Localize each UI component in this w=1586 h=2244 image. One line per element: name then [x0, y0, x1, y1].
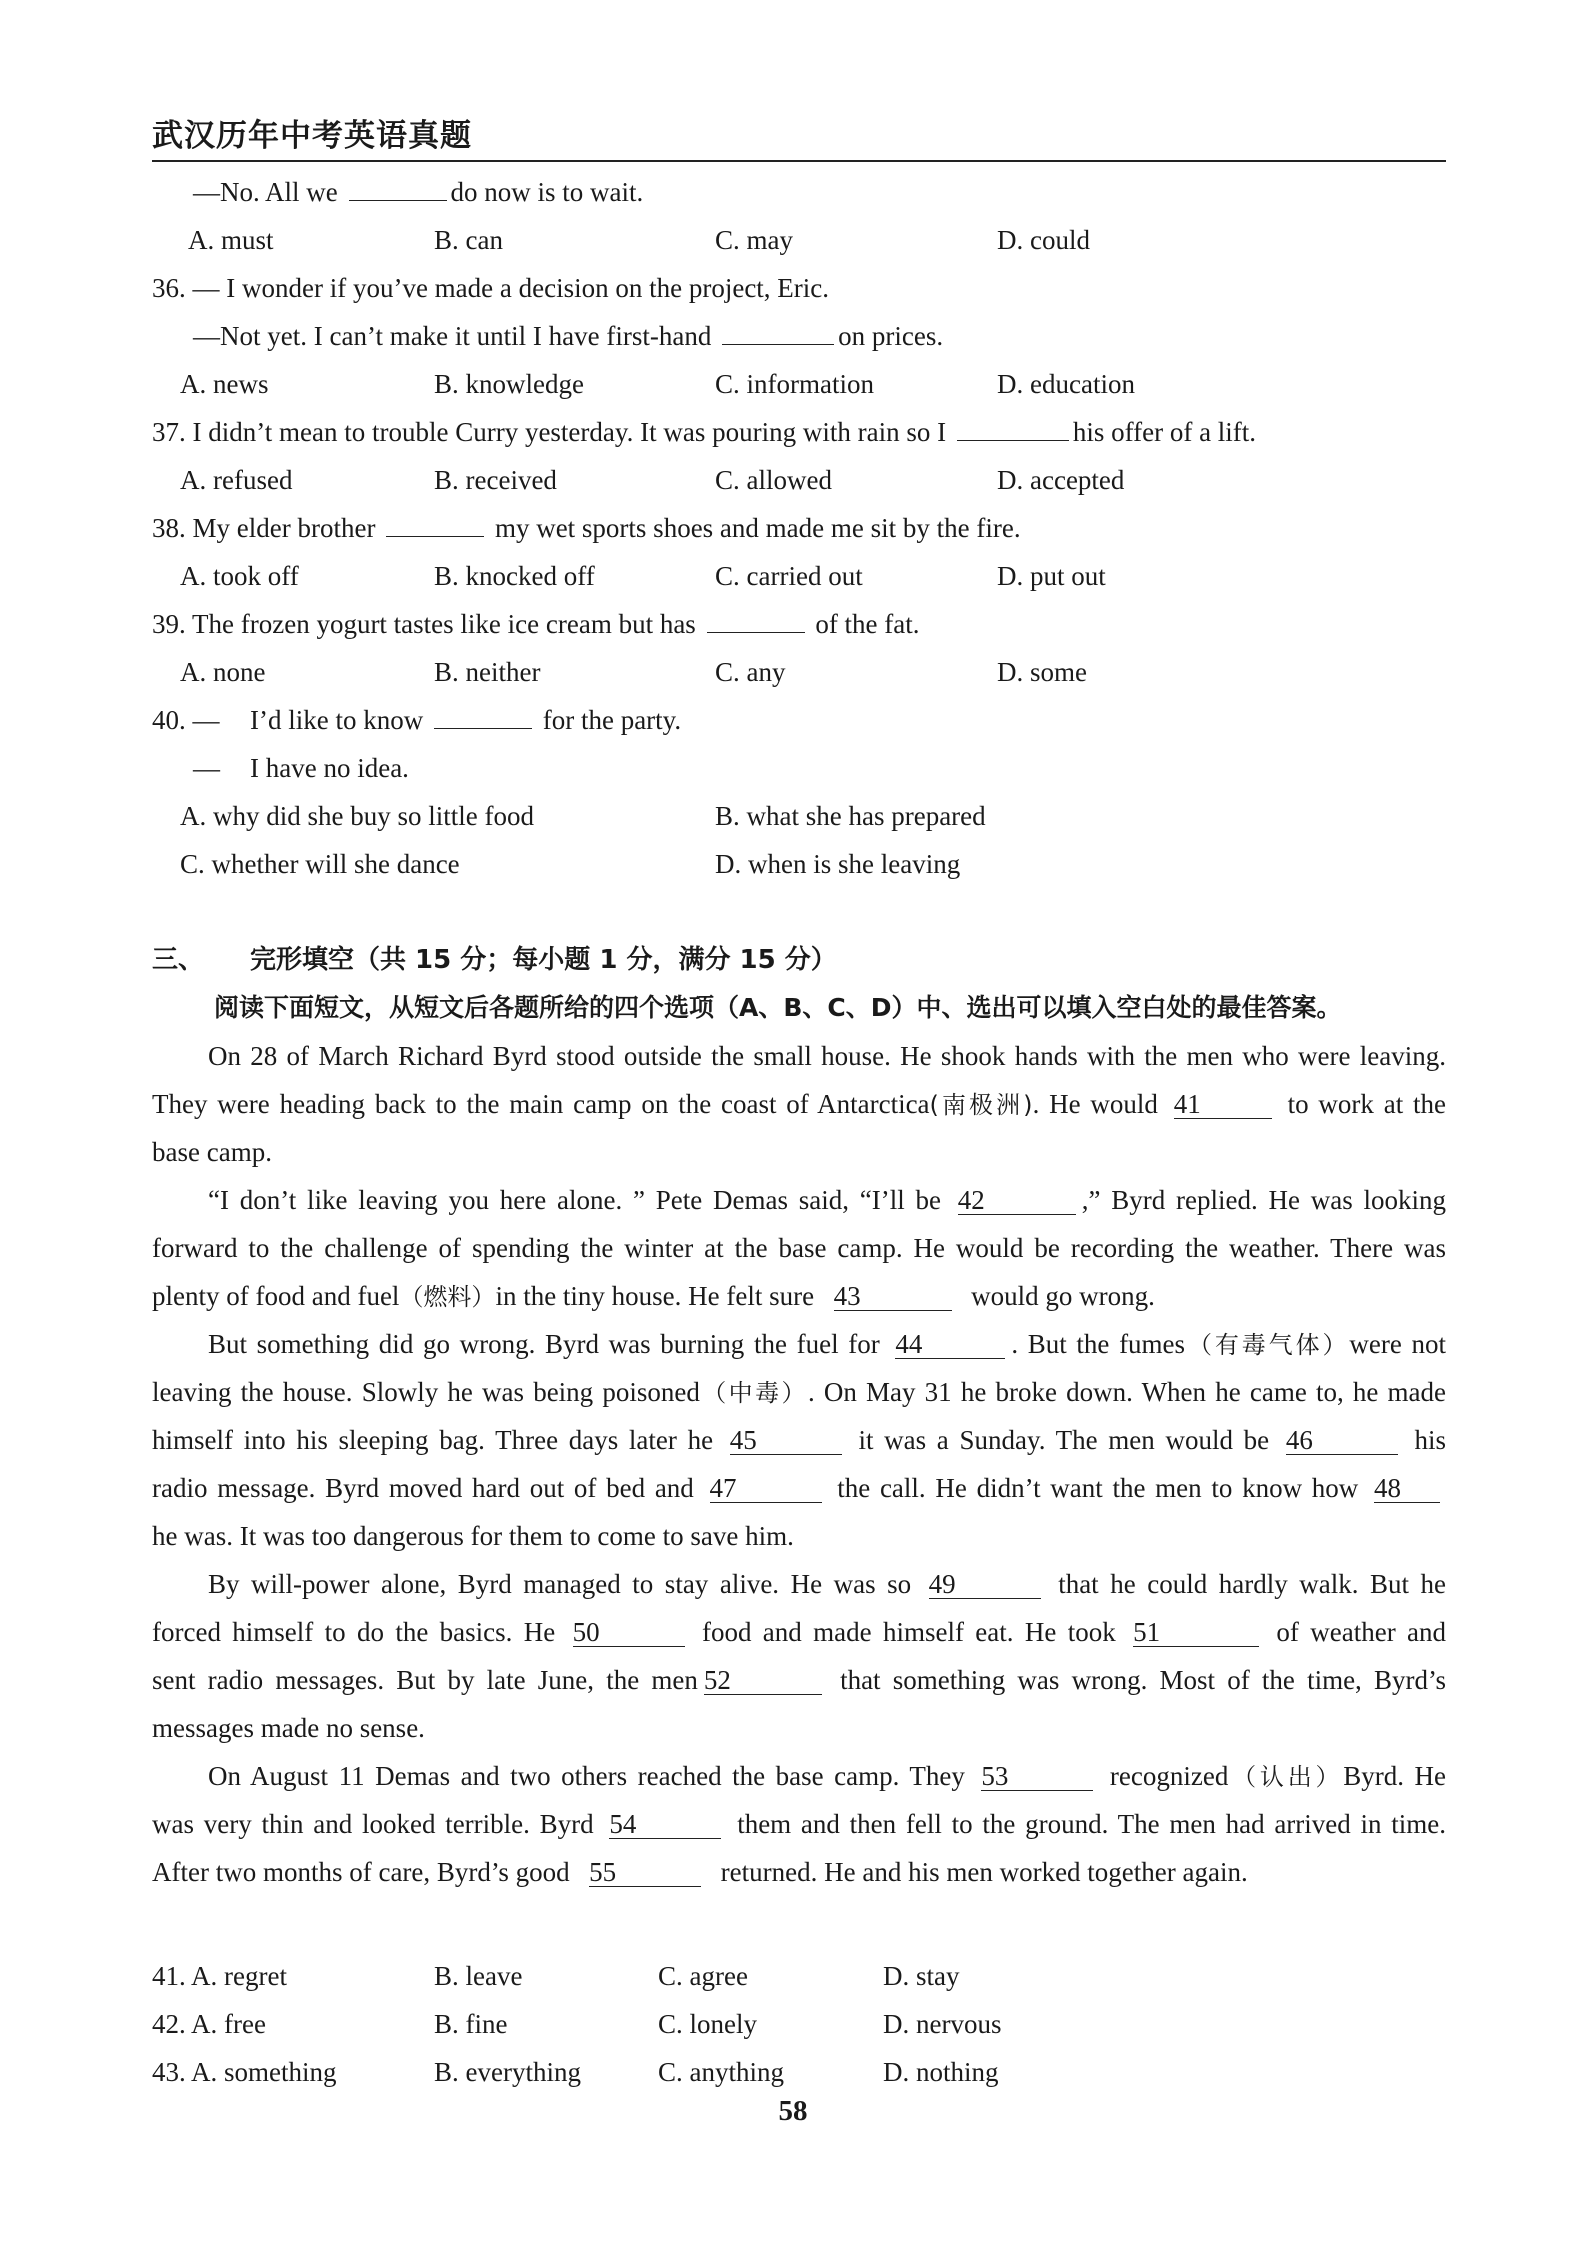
q38-option-a: A. took off — [180, 561, 299, 591]
cloze-blank-43: 43 — [834, 1282, 952, 1311]
q36-reply: —Not yet. I can’t make it until I have first-hand on prices. — [193, 321, 944, 351]
q40-option-b: B. what she has prepared — [715, 801, 986, 831]
cloze-option-41-b: B. leave — [434, 1961, 523, 1991]
q39-option-a: A. none — [180, 657, 266, 687]
cloze-blank-49: 49 — [929, 1570, 1041, 1599]
q36-option-a: A. news — [180, 369, 269, 399]
q36-stem: 36. — I wonder if you’ve made a decision on the project, Eric. — [152, 273, 830, 303]
section-instruction: 阅读下面短文，从短文后各题所给的四个选项（A、B、C、D）中、选出可以填入空白处的最佳答案。 — [214, 993, 1342, 1022]
passage-line: forced himself to do the basics. He 50 food and made himself eat. He took 51 of weather and — [152, 1617, 1447, 1647]
cloze-blank-45: 45 — [730, 1426, 842, 1455]
cloze-blank-53: 53 — [981, 1762, 1093, 1791]
passage-line: himself into his sleeping bag. Three days later he 45 it was a Sunday. The men would be 46 his — [152, 1425, 1447, 1455]
q40-reply: I have no idea. — [250, 753, 409, 783]
passage-line: he was. It was too dangerous for them to come to save him. — [152, 1521, 794, 1551]
cloze-option-43-b: B. everything — [434, 2057, 581, 2087]
cloze-option-42-b: B. fine — [434, 2009, 508, 2039]
q35-option-c: C. may — [715, 225, 793, 255]
passage-line: They were heading back to the main camp on the coast of Antarctica(南极洲). He would 41 to work at the — [152, 1089, 1447, 1119]
passage-line: On 28 of March Richard Byrd stood outside the small house. He shook hands with the men who were leaving. — [208, 1041, 1446, 1071]
q38-option-c: C. carried out — [715, 561, 863, 591]
passage-line: “I don’t like leaving you here alone. ” Pete Demas said, “I’ll be 42 ,” Byrd replied. He was looking — [208, 1185, 1447, 1215]
page-header-title: 武汉历年中考英语真题 — [152, 118, 472, 154]
q40-reply-dash: — — [193, 753, 220, 783]
cloze-blank-46: 46 — [1286, 1426, 1398, 1455]
cloze-option-42-a: 42. A. free — [152, 2009, 266, 2039]
cloze-blank-54: 54 — [609, 1810, 721, 1839]
cloze-option-43-d: D. nothing — [883, 2057, 999, 2087]
cloze-blank-51: 51 — [1133, 1618, 1259, 1647]
q36-option-d: D. education — [997, 369, 1135, 399]
q37-option-d: D. accepted — [997, 465, 1125, 495]
section-title: 完形填空（共 15 分；每小题 1 分，满分 15 分） — [250, 945, 837, 975]
q38-option-d: D. put out — [997, 561, 1106, 591]
answer-blank — [707, 608, 805, 633]
page-number: 58 — [778, 2095, 808, 2127]
cloze-blank-50: 50 — [573, 1618, 685, 1647]
q35-reply: —No. All we do now is to wait. — [193, 177, 644, 207]
q37-option-a: A. refused — [180, 465, 293, 495]
q40-option-c: C. whether will she dance — [180, 849, 460, 879]
cloze-blank-52: 52 — [704, 1666, 822, 1695]
q39-option-d: D. some — [997, 657, 1087, 687]
cloze-option-42-d: D. nervous — [883, 2009, 1002, 2039]
answer-blank — [957, 416, 1069, 441]
cloze-option-43-c: C. anything — [658, 2057, 784, 2087]
q35-option-b: B. can — [434, 225, 503, 255]
passage-line: leaving the house. Slowly he was being poisoned（中毒）. On May 31 he broke down. When he came to, he made — [152, 1377, 1447, 1407]
answer-blank — [386, 512, 484, 537]
answer-blank — [349, 176, 447, 201]
passage-line: forward to the challenge of spending the winter at the base camp. He would be recording the weather. There was — [152, 1233, 1446, 1263]
q39-option-b: B. neither — [434, 657, 541, 687]
q37-stem: 37. I didn’t mean to trouble Curry yesterday. It was pouring with rain so I his offer of a lift. — [152, 417, 1257, 447]
answer-blank — [722, 320, 834, 345]
cloze-option-42-c: C. lonely — [658, 2009, 757, 2039]
answer-blank — [434, 704, 532, 729]
cloze-option-41-d: D. stay — [883, 1961, 960, 1991]
q38-stem: 38. My elder brother my wet sports shoes and made me sit by the fire. — [152, 513, 1021, 543]
passage-line: After two months of care, Byrd’s good 55 returned. He and his men worked together again. — [152, 1857, 1248, 1887]
header-divider — [152, 160, 1446, 162]
q40-option-a: A. why did she buy so little food — [180, 801, 534, 831]
cloze-blank-41: 41 — [1174, 1090, 1272, 1119]
cloze-option-43-a: 43. A. something — [152, 2057, 337, 2087]
cloze-blank-47: 47 — [710, 1474, 822, 1503]
q40-stem: I’d like to know for the party. — [250, 705, 682, 735]
cloze-blank-55: 55 — [589, 1858, 701, 1887]
passage-line: plenty of food and fuel（燃料）in the tiny house. He felt sure 43 would go wrong. — [152, 1281, 1155, 1311]
q35-option-d: D. could — [997, 225, 1090, 255]
q37-option-c: C. allowed — [715, 465, 832, 495]
cloze-blank-44: 44 — [895, 1330, 1005, 1359]
q36-option-c: C. information — [715, 369, 874, 399]
passage-line: base camp. — [152, 1137, 272, 1167]
q39-stem: 39. The frozen yogurt tastes like ice cream but has of the fat. — [152, 609, 920, 639]
cloze-option-41-a: 41. A. regret — [152, 1961, 287, 1991]
passage-line: sent radio messages. But by late June, the men 52 that something was wrong. Most of the time, Byrd’s — [152, 1665, 1446, 1695]
q39-option-c: C. any — [715, 657, 786, 687]
passage-line: radio message. Byrd moved hard out of bed and 47 the call. He didn’t want the men to know how 48 — [152, 1470, 1446, 1506]
passage-line: was very thin and looked terrible. Byrd 54 them and then fell to the ground. The men had arrived in time. — [152, 1809, 1447, 1839]
passage-line: By will-power alone, Byrd managed to stay alive. He was so 49 that he could hardly walk. But he — [208, 1569, 1447, 1599]
q37-option-b: B. received — [434, 465, 557, 495]
cloze-blank-48: 48 — [1374, 1474, 1440, 1503]
q40-option-d: D. when is she leaving — [715, 849, 961, 879]
cloze-blank-42: 42 — [958, 1186, 1076, 1215]
section-number: 三、 — [152, 945, 205, 975]
q35-option-a: A. must — [188, 225, 274, 255]
q36-option-b: B. knowledge — [434, 369, 584, 399]
passage-line: On August 11 Demas and two others reached the base camp. They 53 recognized（认出）Byrd. He — [208, 1761, 1447, 1791]
cloze-option-41-c: C. agree — [658, 1961, 748, 1991]
passage-line: But something did go wrong. Byrd was burning the fuel for 44 . But the fumes（有毒气体）were not — [208, 1329, 1447, 1359]
q38-option-b: B. knocked off — [434, 561, 595, 591]
q40-stem-number: 40. — — [152, 705, 220, 735]
passage-line: messages made no sense. — [152, 1713, 425, 1743]
